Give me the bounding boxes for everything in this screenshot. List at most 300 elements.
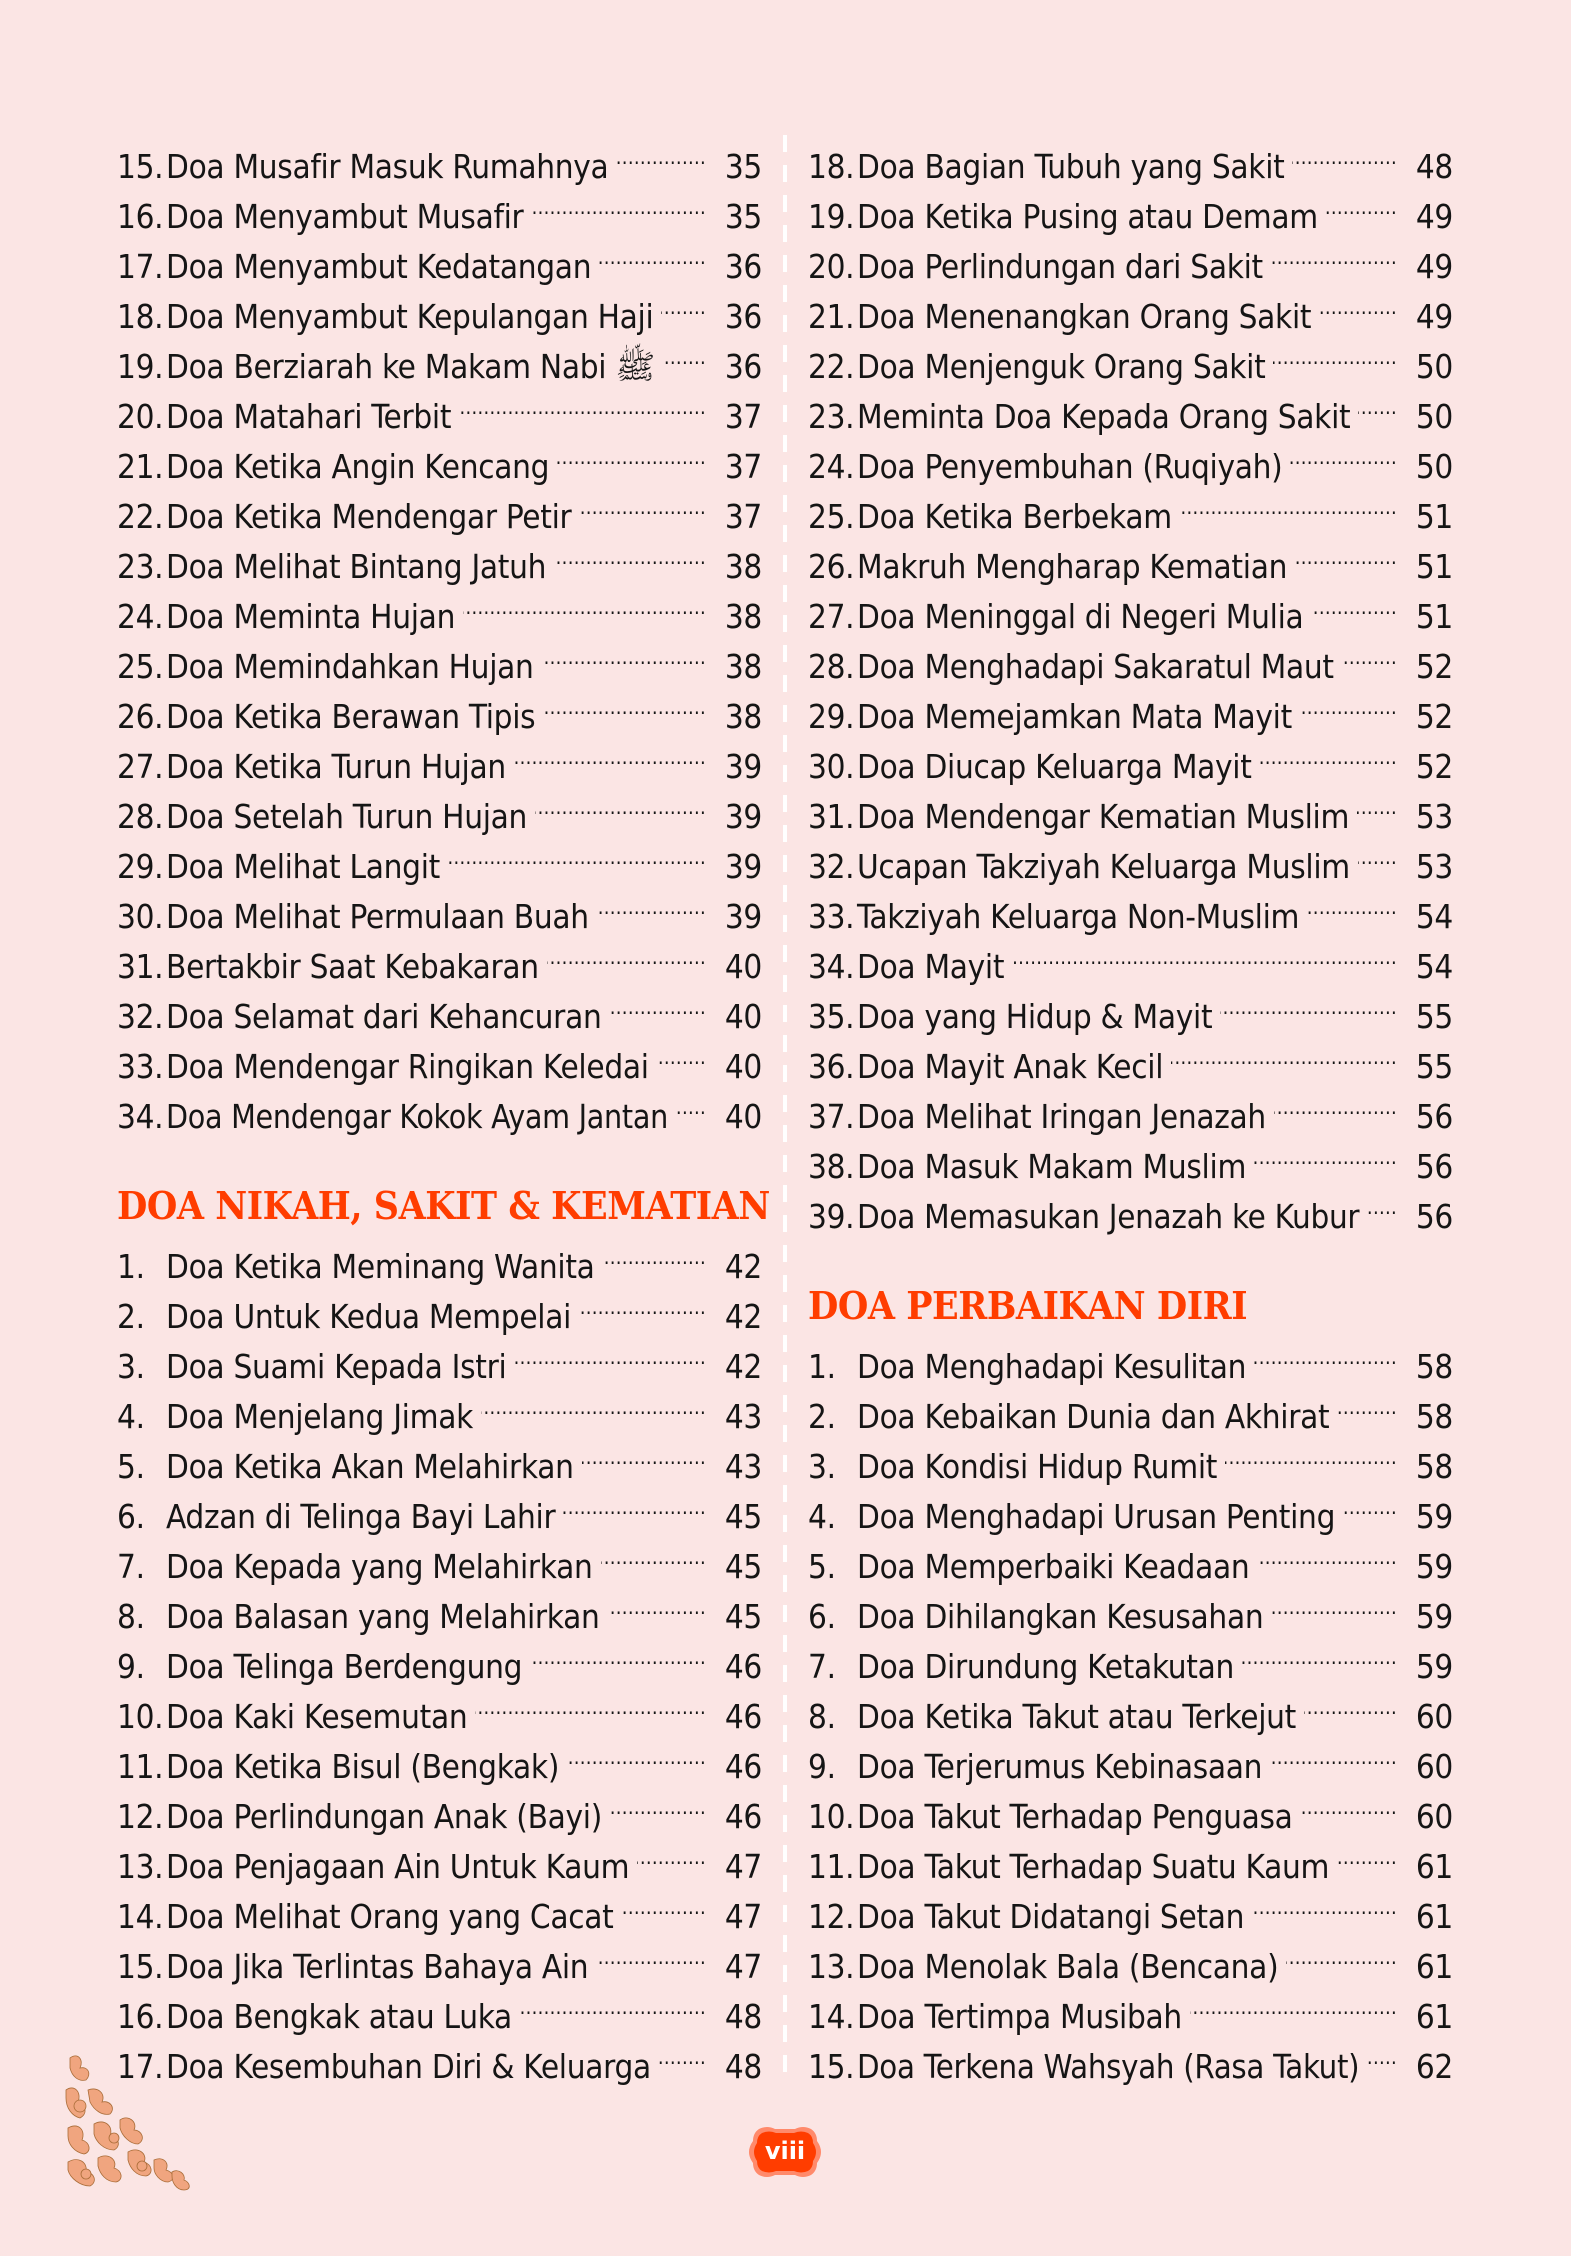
entry-title: Makruh Mengharap Kematian <box>857 547 1288 586</box>
entry-number: 27. <box>117 747 164 786</box>
entry-title: Doa Kesembuhan Diri & Keluarga <box>166 2047 651 2086</box>
entry-number: 21. <box>808 297 855 336</box>
entry-number: 26. <box>117 697 164 736</box>
entry-number: 21. <box>117 447 164 486</box>
entry-title: Doa Ketika Akan Melahirkan <box>166 1447 574 1486</box>
entry-title: Doa Berziarah ke Makam Nabi ﷺ <box>166 347 656 386</box>
dot-leader <box>1367 2028 1397 2078</box>
entry-title: Doa Perlindungan Anak (Bayi) <box>166 1797 603 1836</box>
entry-page-number: 45 <box>724 1497 762 1536</box>
entry-title: Doa Ketika Pusing atau Demam <box>857 197 1318 236</box>
entry-page-number: 56 <box>1415 1197 1453 1236</box>
dot-leader <box>554 528 706 578</box>
entry-page-number: 36 <box>724 297 762 336</box>
entry-title: Doa Melihat Iringan Jenazah <box>857 1097 1266 1136</box>
entry-page-number: 47 <box>724 1897 762 1936</box>
entry-number: 22. <box>117 497 164 536</box>
toc-entry[interactable] <box>117 1228 762 1286</box>
dot-leader <box>542 628 706 678</box>
entry-number: 5. <box>117 1447 145 1486</box>
entry-title: Doa Ketika Berawan Tipis <box>166 697 536 736</box>
entry-title: Doa Jika Terlintas Bahaya Ain <box>166 1947 589 1986</box>
dot-leader <box>601 1528 706 1578</box>
dot-leader <box>1271 1578 1397 1628</box>
dot-leader <box>582 1428 706 1478</box>
dot-leader <box>1292 128 1397 178</box>
entry-number: 17. <box>117 247 164 286</box>
entry-page-number: 39 <box>724 797 762 836</box>
entry-page-number: 59 <box>1415 1547 1453 1586</box>
entry-number: 26. <box>808 547 855 586</box>
dot-leader <box>1342 628 1397 678</box>
entry-page-number: 38 <box>724 597 762 636</box>
entry-title: Doa Menyambut Kepulangan Haji <box>166 297 654 336</box>
dot-leader <box>1304 1678 1397 1728</box>
entry-page-number: 35 <box>724 147 762 186</box>
dot-leader <box>481 1378 706 1428</box>
dot-leader <box>1252 1878 1397 1928</box>
entry-title: Doa Mayit <box>857 947 1005 986</box>
entry-number: 36. <box>808 1047 855 1086</box>
entry-page-number: 42 <box>724 1247 762 1286</box>
entry-page-number: 46 <box>724 1747 762 1786</box>
entry-page-number: 52 <box>1415 747 1453 786</box>
entry-number: 28. <box>117 797 164 836</box>
dot-leader <box>1190 1978 1397 2028</box>
entry-title: Doa Memejamkan Mata Mayit <box>857 697 1292 736</box>
toc-list-continued <box>117 128 762 1136</box>
dot-leader <box>1273 328 1397 378</box>
dot-leader <box>547 928 706 978</box>
entry-page-number: 37 <box>724 497 762 536</box>
entry-title: Ucapan Takziyah Keluarga Muslim <box>857 847 1350 886</box>
dot-leader <box>459 378 706 428</box>
entry-number: 19. <box>808 197 855 236</box>
dot-leader <box>1242 1628 1397 1678</box>
entry-title: Doa Mendengar Kematian Muslim <box>857 797 1350 836</box>
entry-title: Doa Memperbaiki Keadaan <box>857 1547 1250 1586</box>
entry-page-number: 50 <box>1415 347 1453 386</box>
entry-page-number: 51 <box>1415 547 1453 586</box>
entry-title: Doa Menjelang Jimak <box>166 1397 474 1436</box>
dot-leader <box>1343 1478 1397 1528</box>
dot-leader <box>1300 678 1397 728</box>
entry-page-number: 48 <box>724 1997 762 2036</box>
entry-number: 1. <box>808 1347 836 1386</box>
entry-number: 31. <box>808 797 855 836</box>
entry-page-number: 59 <box>1415 1647 1453 1686</box>
dot-leader <box>1307 878 1397 928</box>
dot-leader <box>1319 278 1397 328</box>
entry-page-number: 58 <box>1415 1397 1453 1436</box>
toc-column-right <box>808 128 1453 2086</box>
dot-leader <box>1358 378 1397 428</box>
dot-leader <box>567 1728 706 1778</box>
dot-leader <box>1254 1128 1397 1178</box>
dot-leader <box>676 1078 706 1128</box>
toc-list-nikah-sakit-kematian <box>117 1228 762 2086</box>
dot-leader <box>657 1028 706 1078</box>
entry-page-number: 58 <box>1415 1347 1453 1386</box>
entry-page-number: 56 <box>1415 1147 1453 1186</box>
toc-list-continued <box>808 128 1453 1236</box>
entry-title: Doa Telinga Berdengung <box>166 1647 523 1686</box>
dot-leader <box>1358 828 1397 878</box>
dot-leader <box>557 428 706 478</box>
entry-title: Doa Melihat Bintang Jatuh <box>166 547 547 586</box>
entry-number: 33. <box>117 1047 164 1086</box>
entry-page-number: 39 <box>724 897 762 936</box>
dot-leader <box>535 778 706 828</box>
entry-page-number: 54 <box>1415 897 1453 936</box>
entry-page-number: 50 <box>1415 397 1453 436</box>
dot-leader <box>608 1578 706 1628</box>
entry-number: 4. <box>808 1497 836 1536</box>
entry-title: Doa Kebaikan Dunia dan Akhirat <box>857 1397 1330 1436</box>
entry-page-number: 40 <box>724 1097 762 1136</box>
entry-title: Doa Masuk Makam Muslim <box>857 1147 1247 1186</box>
entry-page-number: 59 <box>1415 1497 1453 1536</box>
entry-page-number: 46 <box>724 1697 762 1736</box>
entry-page-number: 48 <box>1415 147 1453 186</box>
entry-number: 16. <box>117 1997 164 2036</box>
entry-page-number: 54 <box>1415 947 1453 986</box>
entry-title: Doa Penyembuhan (Ruqiyah) <box>857 447 1283 486</box>
entry-title: Doa Meninggal di Negeri Mulia <box>857 597 1304 636</box>
entry-number: 12. <box>117 1797 164 1836</box>
dot-leader <box>579 1278 706 1328</box>
entry-title: Doa Terkena Wahsyah (Rasa Takut) <box>857 2047 1360 2086</box>
entry-title: Doa Diucap Keluarga Mayit <box>857 747 1252 786</box>
entry-number: 24. <box>117 597 164 636</box>
entry-title: Doa Dihilangkan Kesusahan <box>857 1597 1264 1636</box>
entry-title: Doa Kepada yang Melahirkan <box>166 1547 593 1586</box>
entry-page-number: 58 <box>1415 1447 1453 1486</box>
section-heading-perbaikan-diri: DOA PERBAIKAN DIRI <box>808 1283 1248 1328</box>
column-divider <box>783 135 787 2080</box>
entry-page-number: 53 <box>1415 847 1453 886</box>
entry-number: 6. <box>117 1497 145 1536</box>
entry-page-number: 53 <box>1415 797 1453 836</box>
entry-title: Doa Suami Kepada Istri <box>166 1347 507 1386</box>
entry-page-number: 37 <box>724 397 762 436</box>
entry-title: Meminta Doa Kepada Orang Sakit <box>857 397 1351 436</box>
entry-page-number: 43 <box>724 1397 762 1436</box>
entry-page-number: 49 <box>1415 197 1453 236</box>
entry-title: Doa Melihat Permulaan Buah <box>166 897 589 936</box>
entry-number: 14. <box>117 1897 164 1936</box>
entry-title: Doa Menolak Bala (Bencana) <box>857 1947 1279 1986</box>
entry-number: 38. <box>808 1147 855 1186</box>
entry-number: 34. <box>808 947 855 986</box>
entry-page-number: 60 <box>1415 1697 1453 1736</box>
entry-number: 12. <box>808 1897 855 1936</box>
entry-page-number: 40 <box>724 1047 762 1086</box>
entry-title: Doa Memindahkan Hujan <box>166 647 534 686</box>
dot-leader <box>1220 978 1397 1028</box>
dot-leader <box>596 1928 706 1978</box>
entry-page-number: 62 <box>1415 2047 1453 2086</box>
entry-title: Doa Kondisi Hidup Rumit <box>857 1447 1218 1486</box>
entry-title: Doa Takut Didatangi Setan <box>857 1897 1245 1936</box>
entry-title: Doa Ketika Takut atau Terkejut <box>857 1697 1297 1736</box>
floral-corner-ornament-icon <box>58 2050 198 2195</box>
entry-title: Takziyah Keluarga Non-Muslim <box>857 897 1300 936</box>
entry-title: Doa Ketika Mendengar Petir <box>166 497 572 536</box>
entry-number: 25. <box>117 647 164 686</box>
dot-leader <box>463 578 706 628</box>
entry-title: Doa Menghadapi Sakaratul Maut <box>857 647 1334 686</box>
dot-leader <box>1274 1078 1397 1128</box>
entry-page-number: 45 <box>724 1597 762 1636</box>
entry-title: Doa Meminta Hujan <box>166 597 456 636</box>
entry-number: 17. <box>117 2047 164 2086</box>
entry-page-number: 61 <box>1415 1997 1453 2036</box>
entry-number: 3. <box>117 1347 145 1386</box>
dot-leader <box>563 1478 706 1528</box>
entry-title: Doa Untuk Kedua Mempelai <box>166 1297 572 1336</box>
toc-list-perbaikan-diri <box>808 1328 1453 2086</box>
entry-number: 14. <box>808 1997 855 2036</box>
entry-number: 5. <box>808 1547 836 1586</box>
entry-number: 8. <box>808 1697 836 1736</box>
dot-leader <box>475 1678 706 1728</box>
entry-number: 16. <box>117 197 164 236</box>
entry-title: Doa Ketika Berbekam <box>857 497 1172 536</box>
entry-title: Doa Ketika Bisul (Bengkak) <box>166 1747 560 1786</box>
entry-number: 18. <box>808 147 855 186</box>
dot-leader <box>448 828 706 878</box>
dot-leader <box>609 978 706 1028</box>
entry-number: 39. <box>808 1197 855 1236</box>
dot-leader <box>603 1228 706 1278</box>
entry-title: Doa Melihat Orang yang Cacat <box>166 1897 614 1936</box>
entry-page-number: 61 <box>1415 1897 1453 1936</box>
dot-leader <box>663 328 706 378</box>
entry-title: Doa Ketika Turun Hujan <box>166 747 506 786</box>
entry-number: 27. <box>808 597 855 636</box>
entry-number: 2. <box>117 1297 145 1336</box>
entry-number: 25. <box>808 497 855 536</box>
entry-page-number: 35 <box>724 197 762 236</box>
dot-leader <box>616 128 706 178</box>
dot-leader <box>1012 928 1397 978</box>
entry-page-number: 52 <box>1415 697 1453 736</box>
entry-title: Doa Perlindungan dari Sakit <box>857 247 1263 286</box>
entry-title: Bertakbir Saat Kebakaran <box>166 947 539 986</box>
entry-title: Doa Penjagaan Ain Untuk Kaum <box>166 1847 630 1886</box>
entry-page-number: 55 <box>1415 1047 1453 1086</box>
entry-title: Doa Selamat dari Kehancuran <box>166 997 602 1036</box>
entry-number: 20. <box>117 397 164 436</box>
entry-title: Doa Ketika Angin Kencang <box>166 447 550 486</box>
dot-leader <box>1225 1428 1397 1478</box>
entry-number: 13. <box>808 1947 855 1986</box>
entry-number: 9. <box>117 1647 145 1686</box>
entry-number: 3. <box>808 1447 836 1486</box>
entry-number: 37. <box>808 1097 855 1136</box>
toc-entry[interactable] <box>117 128 762 186</box>
entry-page-number: 56 <box>1415 1097 1453 1136</box>
entry-title: Doa Setelah Turun Hujan <box>166 797 528 836</box>
dot-leader <box>1295 528 1397 578</box>
entry-title: Doa Balasan yang Melahirkan <box>166 1597 600 1636</box>
dot-leader <box>1254 1328 1397 1378</box>
dot-leader <box>579 478 706 528</box>
entry-title: Doa Dirundung Ketakutan <box>857 1647 1235 1686</box>
entry-page-number: 47 <box>724 1847 762 1886</box>
dot-leader <box>514 1328 706 1378</box>
dot-leader <box>1326 178 1397 228</box>
entry-page-number: 48 <box>724 2047 762 2086</box>
entry-number: 13. <box>117 1847 164 1886</box>
entry-page-number: 49 <box>1415 297 1453 336</box>
dot-leader <box>599 228 706 278</box>
page-number: viii <box>764 2137 806 2165</box>
entry-number: 23. <box>808 397 855 436</box>
dot-leader <box>531 178 706 228</box>
entry-title: Doa Menjenguk Orang Sakit <box>857 347 1266 386</box>
page-number-badge <box>745 2125 825 2179</box>
entry-number: 32. <box>117 997 164 1036</box>
dot-leader <box>661 278 706 328</box>
dot-leader <box>1180 478 1397 528</box>
entry-title: Doa Matahari Terbit <box>166 397 452 436</box>
entry-number: 19. <box>117 347 164 386</box>
dot-leader <box>610 1778 706 1828</box>
entry-page-number: 61 <box>1415 1947 1453 1986</box>
entry-title: Doa Ketika Meminang Wanita <box>166 1247 595 1286</box>
entry-number: 23. <box>117 547 164 586</box>
entry-page-number: 39 <box>724 847 762 886</box>
entry-title: Doa Bengkak atau Luka <box>166 1997 512 2036</box>
entry-page-number: 38 <box>724 547 762 586</box>
dot-leader <box>1337 1828 1397 1878</box>
entry-number: 29. <box>808 697 855 736</box>
dot-leader <box>1301 1778 1397 1828</box>
entry-title: Adzan di Telinga Bayi Lahir <box>166 1497 556 1536</box>
entry-number: 11. <box>808 1847 855 1886</box>
entry-number: 2. <box>808 1397 836 1436</box>
entry-number: 20. <box>808 247 855 286</box>
dot-leader <box>1257 1528 1397 1578</box>
entry-number: 34. <box>117 1097 164 1136</box>
dot-leader <box>543 678 706 728</box>
entry-number: 31. <box>117 947 164 986</box>
entry-number: 6. <box>808 1597 836 1636</box>
dot-leader <box>1270 1728 1397 1778</box>
entry-title: Doa Menghadapi Kesulitan <box>857 1347 1247 1386</box>
entry-page-number: 40 <box>724 997 762 1036</box>
entry-number: 15. <box>117 1947 164 1986</box>
entry-number: 29. <box>117 847 164 886</box>
entry-page-number: 47 <box>724 1947 762 1986</box>
entry-page-number: 55 <box>1415 997 1453 1036</box>
toc-entry[interactable] <box>808 128 1453 186</box>
dot-leader <box>622 1878 707 1928</box>
dot-leader <box>1367 1178 1397 1228</box>
entry-page-number: 60 <box>1415 1747 1453 1786</box>
entry-page-number: 42 <box>724 1297 762 1336</box>
entry-page-number: 60 <box>1415 1797 1453 1836</box>
toc-entry[interactable] <box>808 1328 1453 1386</box>
entry-page-number: 51 <box>1415 497 1453 536</box>
entry-title: Doa Melihat Langit <box>166 847 440 886</box>
entry-title: Doa yang Hidup & Mayit <box>857 997 1213 1036</box>
toc-column-left <box>117 128 770 2086</box>
entry-number: 8. <box>117 1597 145 1636</box>
entry-number: 10. <box>117 1697 164 1736</box>
dot-leader <box>1286 1928 1397 1978</box>
entry-page-number: 37 <box>724 447 762 486</box>
entry-number: 30. <box>117 897 164 936</box>
entry-page-number: 59 <box>1415 1597 1453 1636</box>
dot-leader <box>1260 728 1397 778</box>
entry-number: 22. <box>808 347 855 386</box>
entry-page-number: 38 <box>724 697 762 736</box>
entry-number: 24. <box>808 447 855 486</box>
entry-number: 32. <box>808 847 855 886</box>
entry-title: Doa Menyambut Musafir <box>166 197 524 236</box>
entry-title: Doa Mayit Anak Kecil <box>857 1047 1164 1086</box>
entry-number: 28. <box>808 647 855 686</box>
entry-title: Doa Menghadapi Urusan Penting <box>857 1497 1336 1536</box>
entry-title: Doa Terjerumus Kebinasaan <box>857 1747 1263 1786</box>
dot-leader <box>1290 428 1397 478</box>
section-heading-nikah-sakit-kematian: DOA NIKAH, SAKIT & KEMATIAN <box>117 1183 770 1228</box>
entry-page-number: 43 <box>724 1447 762 1486</box>
entry-page-number: 61 <box>1415 1847 1453 1886</box>
dot-leader <box>514 728 706 778</box>
entry-title: Doa Takut Terhadap Penguasa <box>857 1797 1293 1836</box>
entry-number: 11. <box>117 1747 164 1786</box>
dot-leader <box>659 2028 706 2078</box>
dot-leader <box>1311 578 1397 628</box>
entry-page-number: 46 <box>724 1647 762 1686</box>
entry-title: Doa Menyambut Kedatangan <box>166 247 592 286</box>
dot-leader <box>1271 228 1397 278</box>
entry-title: Doa Bagian Tubuh yang Sakit <box>857 147 1285 186</box>
entry-number: 35. <box>808 997 855 1036</box>
entry-number: 15. <box>808 2047 855 2086</box>
entry-page-number: 45 <box>724 1547 762 1586</box>
dot-leader <box>1337 1378 1397 1428</box>
entry-page-number: 49 <box>1415 247 1453 286</box>
dot-leader <box>597 878 706 928</box>
dot-leader <box>530 1628 706 1678</box>
entry-page-number: 36 <box>724 247 762 286</box>
entry-page-number: 38 <box>724 647 762 686</box>
entry-page-number: 51 <box>1415 597 1453 636</box>
entry-number: 1. <box>117 1247 145 1286</box>
entry-number: 30. <box>808 747 855 786</box>
entry-page-number: 42 <box>724 1347 762 1386</box>
entry-page-number: 36 <box>724 347 762 386</box>
entry-title: Doa Mendengar Kokok Ayam Jantan <box>166 1097 669 1136</box>
dot-leader <box>637 1828 706 1878</box>
entry-number: 10. <box>808 1797 855 1836</box>
entry-title: Doa Tertimpa Musibah <box>857 1997 1182 2036</box>
entry-number: 7. <box>808 1647 836 1686</box>
entry-page-number: 52 <box>1415 647 1453 686</box>
dot-leader <box>1357 778 1397 828</box>
entry-number: 15. <box>117 147 164 186</box>
entry-page-number: 39 <box>724 747 762 786</box>
entry-title: Doa Kaki Kesemutan <box>166 1697 468 1736</box>
entry-title: Doa Mendengar Ringikan Keledai <box>166 1047 649 1086</box>
entry-title: Doa Takut Terhadap Suatu Kaum <box>857 1847 1330 1886</box>
entry-title: Doa Memasukan Jenazah ke Kubur <box>857 1197 1360 1236</box>
